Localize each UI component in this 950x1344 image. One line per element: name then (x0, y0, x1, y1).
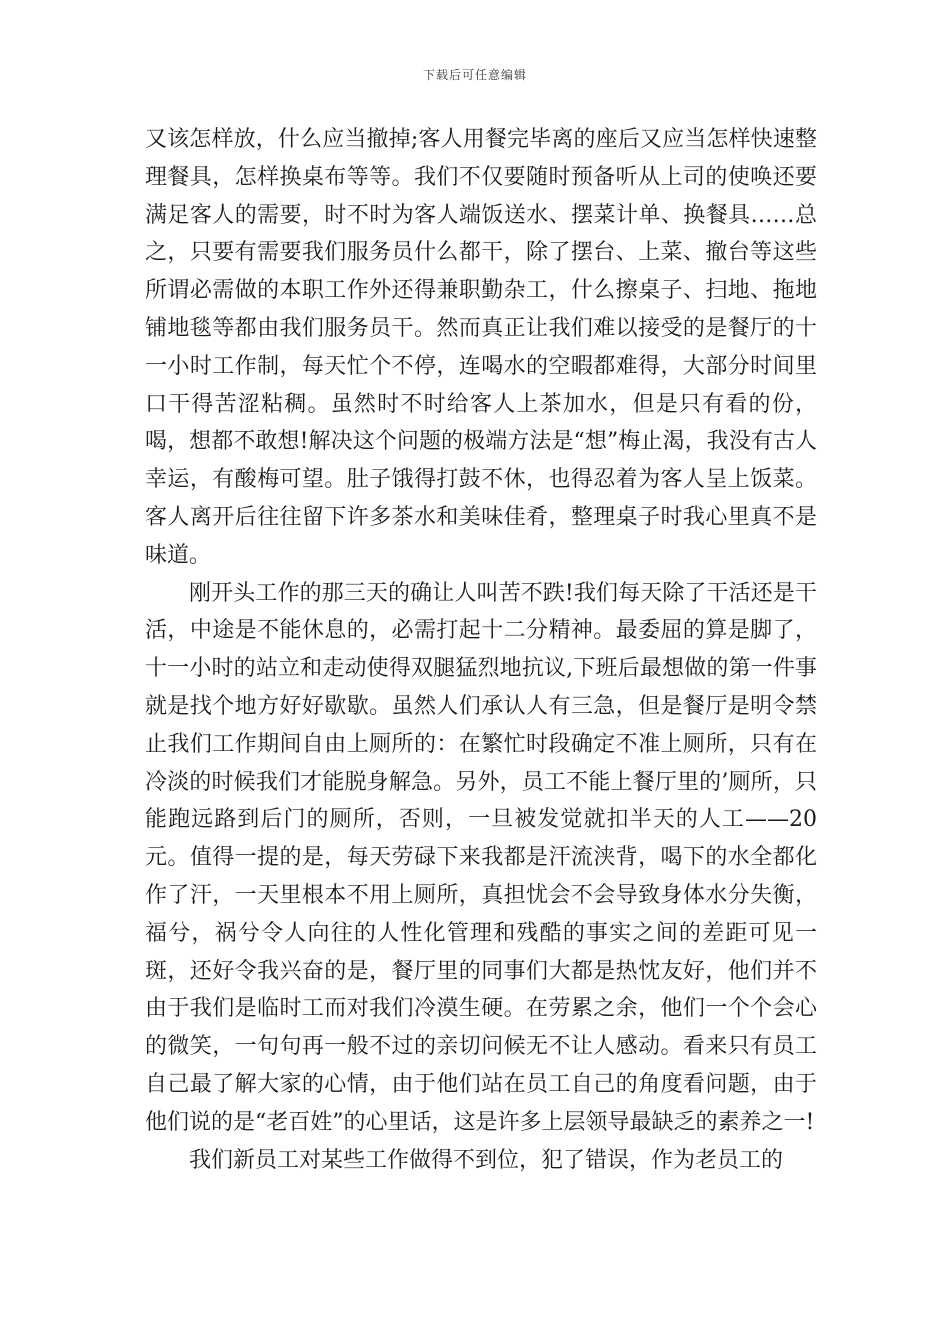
page-header: 下载后可任意编辑 (422, 68, 527, 82)
paragraph-3: 我们新员工对某些工作做得不到位，犯了错误，作为老员工的 (189, 1147, 784, 1173)
paragraph-1: 又该怎样放，什么应当撤掉;客人用餐完毕离的座后又应当怎样快速整理餐具，怎样换桌布等等。我们不仅要随时预备听从上司的使唤还要满足客人的需要，时不时为客人端饭送水、摆菜计单、换餐具……总之，只要有需要我们服务员什么都干，除了摆台、上菜、撤台等这些所谓必需做的本职工作外还得兼职勤杂工，什么擦桌子、扫地、拖地铺地毯等都由我们服务员干。然而真正让我们难以接受的是餐厅的十一小时工作制，每天忙个不停，连喝水的空暇都难得，大部分时间里口干得苦涩粘稠。虽然时不时给客人上茶加水，但是只有看的份，喝，想都不敢想!解决这个问题的极端方法是“想”梅止渴，我没有古人幸运，有酸梅可望。肚子饿得打鼓不休，也得忍着为客人呈上饭菜。客人离开后往往留下许多茶水和美味佳肴，整理桌子时我心里真不是味道。 (145, 127, 817, 568)
document-body (145, 121, 817, 1179)
paragraph-2: 刚开头工作的那三天的确让人叫苦不跌!我们每天除了干活还是干活，中途是不能休息的，必需打起十二分精神。最委屈的算是脚了，十一小时的站立和走动使得双腿猛烈地抗议,下班后最想做的第一件事就是找个地方好好歇歇。虽然人们承认人有三急，但是餐厅是明令禁止我们工作期间自由上厕所的：在繁忙时段确定不准上厕所，只有在冷淡的时候我们才能脱身解急。另外，员工不能上餐厅里的’厕所，只能跑远路到后门的厕所，否则，一旦被发觉就扣半天的人工——20元。值得一提的是，每天劳碌下来我都是汗流浃背，喝下的水全都化作了汗，一天里根本不用上厕所，真担忧会不会导致身体水分失衡，福兮，祸兮令人向往的人性化管理和残酷的事实之间的差距可见一斑，还好令我兴奋的是，餐厅里的同事们大都是热忱友好，他们并不由于我们是临时工而对我们冷漠生硬。在劳累之余，他们一个个会心的微笑，一句句再一般不过的亲切问候无不让人感动。看来只有员工自己最了解大家的心情，由于他们站在员工自己的角度看问题，由于他们说的是“老百姓”的心里话，这是许多上层领导最缺乏的素养之一! (145, 580, 817, 1135)
